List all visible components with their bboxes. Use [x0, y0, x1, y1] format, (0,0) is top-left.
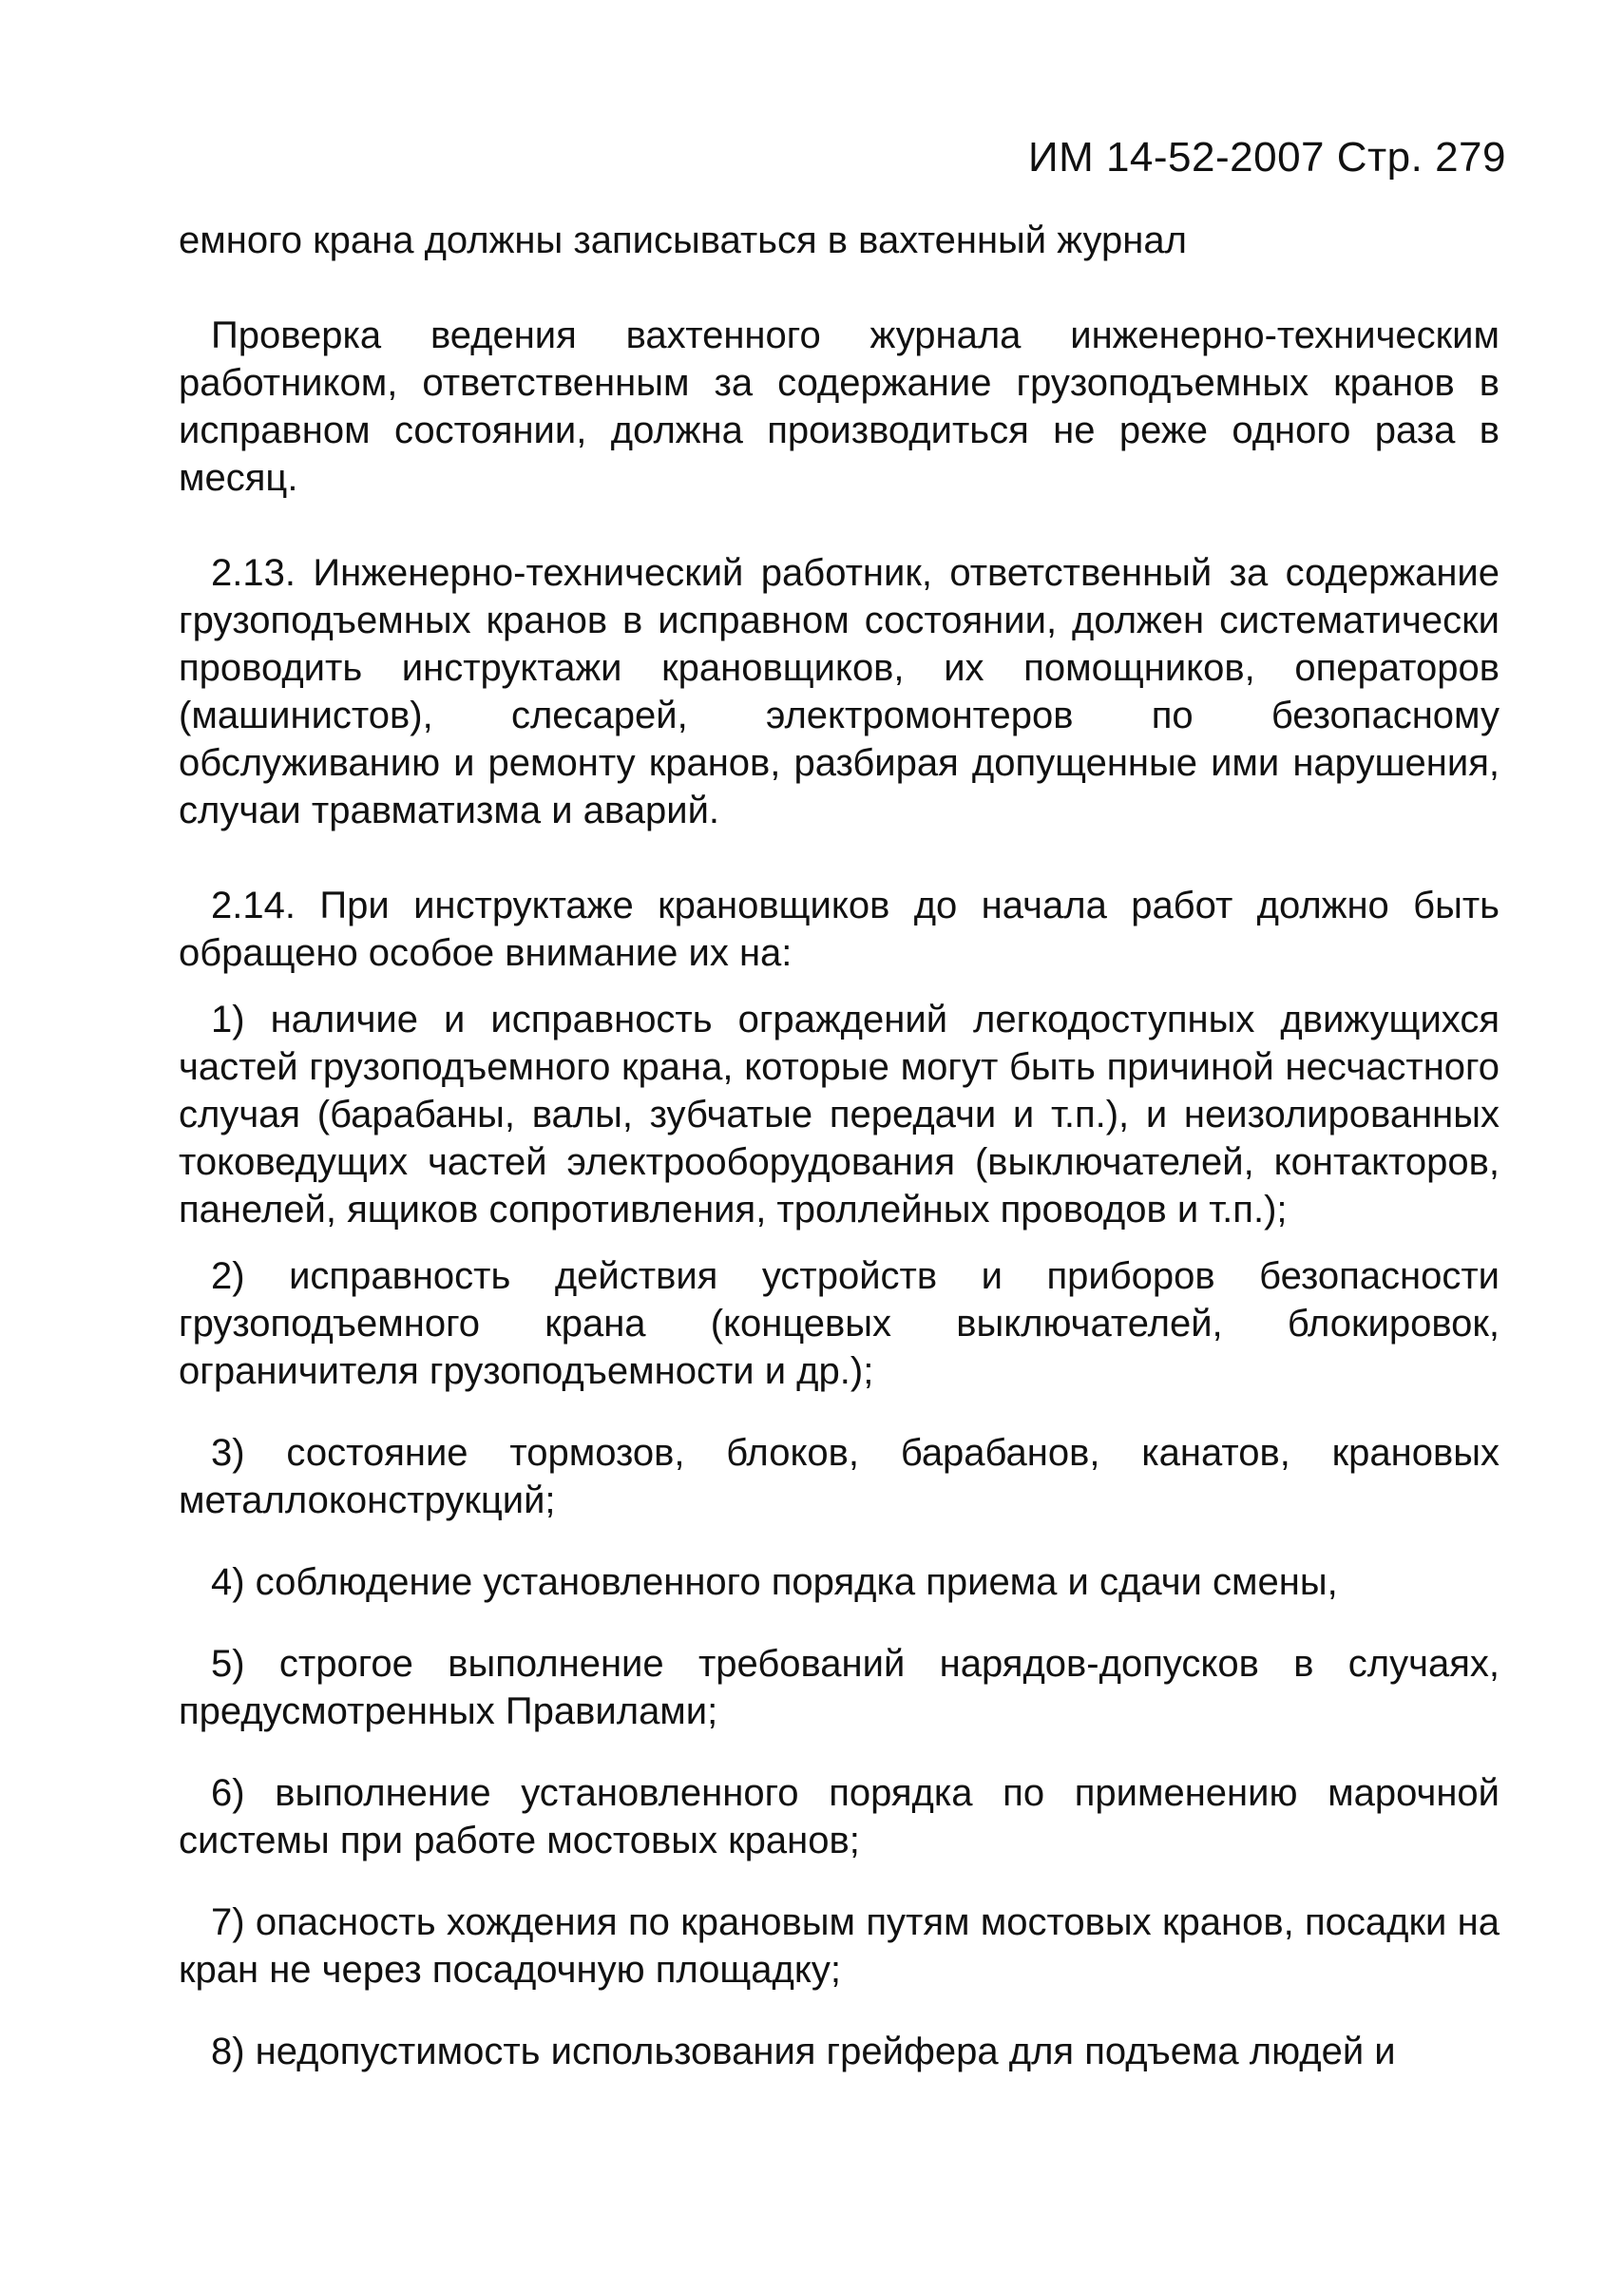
document-body — [179, 217, 1500, 2075]
paragraph-continuation: емного крана должны записываться в вахтенный журнал — [179, 219, 1187, 261]
list-item-7: 7) опасность хождения по крановым путям мостовых кранов, посадки на кран не через посадочную площадку; — [179, 1901, 1500, 1991]
list-item-5: 5) строгое выполнение требований нарядов-допусков в случаях, предусмотренных Правилами; — [179, 1643, 1500, 1732]
list-item-1: 1) наличие и исправность ограждений легкодоступных движущихся частей грузоподъемного крана, которые могут быть причиной несчастного случая (барабаны, валы, зубчатые передачи и т.п.), и неизолированных токоведущих частей электрооборудования (выключателей, контакторов, панелей, ящиков сопротивления, троллейных проводов и т.п.); — [179, 999, 1500, 1231]
paragraph-logbook-check: Проверка ведения вахтенного журнала инженерно-техническим работником, ответственным за содержание грузоподъемных кранов в исправном состоянии, должна производиться не реже одного раза в месяц. — [179, 315, 1500, 499]
list-item-2: 2) исправность действия устройств и приборов безопасности грузоподъемного крана (концевых выключателей, блокировок, ограничителя грузоподъемности и др.); — [179, 1255, 1500, 1392]
page-header: ИМ 14-52-2007 Стр. 279 — [1027, 134, 1506, 181]
list-item-8: 8) недопустимость использования грейфера для подъема людей и — [211, 2031, 1396, 2072]
paragraph-2-13: 2.13. Инженерно-технический работник, ответственный за содержание грузоподъемных кранов в исправном состоянии, должен систематически проводить инструктажи крановщиков, их помощников, операторов (машинистов), слесарей, электромонтеров по безопасному обслуживанию и ремонту кранов, разбирая допущенные ими нарушения, случаи травматизма и аварий. — [179, 552, 1500, 831]
paragraph-2-14: 2.14. При инструктаже крановщиков до начала работ должно быть обращено особое внимание их на: — [179, 885, 1500, 974]
list-item-3: 3) состояние тормозов, блоков, барабанов, канатов, крановых металлоконструкций; — [179, 1432, 1500, 1521]
list-item-4: 4) соблюдение установленного порядка приема и сдачи смены, — [211, 1561, 1338, 1603]
list-item-6: 6) выполнение установленного порядка по применению марочной системы при работе мостовых кранов; — [179, 1772, 1500, 1861]
